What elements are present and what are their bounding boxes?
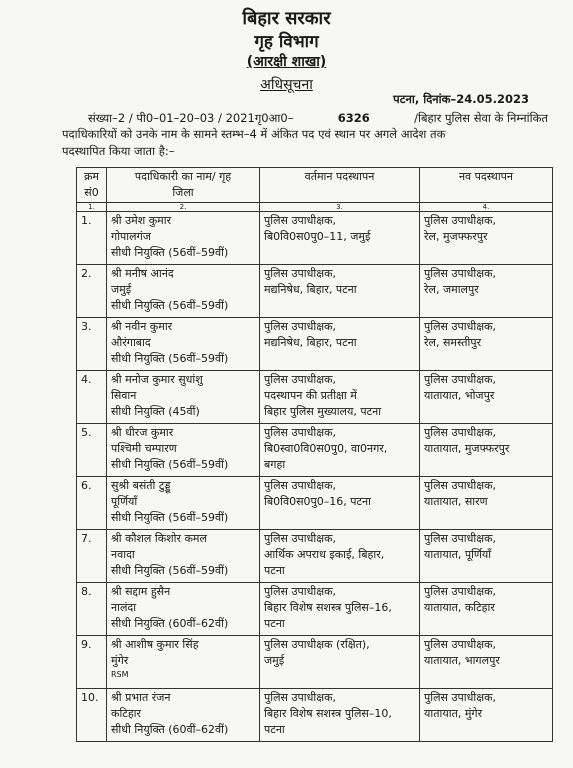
name-line: सीधी नियुक्ति (56वीं–59वीं): [111, 458, 229, 471]
new-posting-line: पुलिस उपाधीक्षक,: [424, 373, 497, 386]
serial-number: 2.: [81, 267, 92, 280]
serial-number: 6.: [81, 479, 92, 492]
new-posting-line: यातायात, भागलपुर: [424, 654, 500, 667]
current-posting-line: मद्यनिषेध, बिहार, पटना: [264, 283, 357, 296]
current-posting-cell: [260, 212, 420, 265]
current-posting-cell: [260, 424, 420, 477]
serial-number: 5.: [81, 426, 92, 439]
new-posting-cell: [420, 530, 553, 583]
table-row: [77, 689, 553, 742]
name-line: सुश्री बसंती टुड्डू: [111, 479, 171, 492]
name-line: श्री नवीन कुमार: [111, 320, 173, 333]
branch-title: (आरक्षी शाखा): [246, 54, 327, 70]
reference-number: 6326: [337, 111, 370, 125]
current-posting-line: पुलिस उपाधीक्षक,: [264, 267, 337, 280]
new-posting-line: पुलिस उपाधीक्षक,: [424, 691, 497, 704]
header-name: [107, 168, 260, 203]
name-line: सीधी नियुक्ति (56वीं–59वीं): [111, 246, 229, 259]
current-posting-cell: [260, 318, 420, 371]
new-posting-cell: [420, 636, 553, 689]
serial-cell: [77, 530, 107, 583]
current-posting-cell: [260, 583, 420, 636]
new-posting-line: रेल, मुजफ्फरपुर: [424, 230, 488, 243]
column-index: 3.: [260, 203, 420, 212]
name-line: श्री प्रभात रंजन: [111, 691, 171, 704]
serial-cell: [77, 636, 107, 689]
new-posting-line: यातायात, पूर्णियाँ: [424, 548, 492, 561]
name-line: सीधी नियुक्ति (56वीं–59वीं): [111, 564, 229, 577]
name-cell: [107, 636, 260, 689]
column-index-row: [77, 203, 553, 212]
current-posting-line: आर्थिक अपराध इकाई, बिहार,: [264, 548, 385, 561]
posting-table: [76, 167, 553, 742]
govt-title: बिहार सरकार: [242, 8, 331, 29]
current-posting-line: पुलिस उपाधीक्षक,: [264, 532, 337, 545]
new-posting-line: पुलिस उपाधीक्षक,: [424, 426, 497, 439]
name-cell: [107, 583, 260, 636]
name-cell: [107, 689, 260, 742]
current-posting-line: बि0वि0स0पु0–11, जमुई: [264, 230, 371, 243]
new-posting-line: रेल, जमालपुर: [424, 283, 479, 296]
header-name-l1: पदाधिकारी का नाम/ गृह: [134, 170, 232, 183]
new-posting-line: यातायात, मुंगेर: [424, 707, 483, 720]
name-line: सीधी नियुक्ति (56वीं–59वीं): [111, 511, 229, 524]
current-posting-cell: [260, 477, 420, 530]
serial-number: 7.: [81, 532, 92, 545]
name-cell: [107, 530, 260, 583]
new-posting-line: यातायात, कटिहार: [424, 601, 495, 614]
serial-number: 3.: [81, 320, 92, 333]
current-posting-line: बिहार पुलिस मुख्यालय, पटना: [264, 405, 382, 418]
name-line: सीधी नियुक्ति (45वीं): [111, 405, 200, 418]
current-posting-line: पुलिस उपाधीक्षक,: [264, 585, 337, 598]
current-posting-line: पुलिस उपाधीक्षक (रक्षित),: [264, 638, 370, 651]
name-line: श्री कौशल किशोर कमल: [111, 532, 207, 545]
name-line: सीधी नियुक्ति (60वीं–62वीं): [111, 617, 229, 630]
name-line: मुंगेर: [111, 654, 129, 667]
header-serial-l2: सं0: [84, 186, 99, 199]
name-cell: [107, 477, 260, 530]
new-posting-cell: [420, 212, 553, 265]
current-posting-line: बि0स्वा0वि0स0पु0, वा0नगर,: [264, 442, 388, 455]
current-posting-cell: [260, 636, 420, 689]
body-text-line-1: पदाधिकारियों को उनके नाम के सामने स्तम्भ–4 में अंकित पद एवं स्थान पर अगले आदेश तक: [62, 127, 446, 141]
notification-title: अधिसूचना: [260, 77, 313, 93]
new-posting-cell: [420, 583, 553, 636]
name-line: श्री मनीष आनंद: [111, 267, 174, 280]
new-posting-line: पुलिस उपाधीक्षक,: [424, 267, 497, 280]
name-line: कटिहार: [111, 707, 142, 720]
name-cell: [107, 371, 260, 424]
header-current-posting: वर्तमान पदस्थापन: [260, 168, 420, 203]
serial-number: 4.: [81, 373, 92, 386]
table-row: [77, 636, 553, 689]
name-line: गोपालगंज: [111, 230, 151, 243]
name-line: श्री उमेश कुमार: [111, 214, 172, 227]
current-posting-line: पटना: [264, 617, 285, 630]
table-row: [77, 530, 553, 583]
current-posting-cell: [260, 371, 420, 424]
table-row: [77, 583, 553, 636]
name-line: सीधी नियुक्ति (60वीं–62वीं): [111, 723, 229, 736]
table-row: [77, 265, 553, 318]
current-posting-line: बगहा: [264, 458, 286, 471]
body-text-line-2: पदस्थापित किया जाता है:–: [62, 144, 175, 158]
new-posting-line: पुलिस उपाधीक्षक,: [424, 214, 497, 227]
new-posting-cell: [420, 265, 553, 318]
serial-cell: [77, 265, 107, 318]
current-posting-line: बि0वि0स0पु0–16, पटना: [264, 495, 372, 508]
current-posting-line: जमुई: [264, 654, 285, 667]
serial-cell: [77, 689, 107, 742]
new-posting-line: यातायात, मुजफ्फरपुर: [424, 442, 510, 455]
header-serial-l1: क्रम: [83, 170, 100, 183]
new-posting-cell: [420, 318, 553, 371]
column-index: 2.: [107, 203, 260, 212]
table-row: [77, 212, 553, 265]
name-line: नालंदा: [111, 601, 137, 614]
name-line: औरंगाबाद: [111, 336, 151, 349]
serial-cell: [77, 212, 107, 265]
new-posting-cell: [420, 424, 553, 477]
name-line: पश्चिमी चम्पारण: [111, 442, 177, 455]
current-posting-line: पदस्थापन की प्रतीक्षा में: [264, 389, 357, 402]
current-posting-line: बिहार विशेष सशस्त्र पुलिस–10,: [264, 707, 392, 720]
current-posting-line: पुलिस उपाधीक्षक,: [264, 479, 337, 492]
current-posting-line: पुलिस उपाधीक्षक,: [264, 691, 337, 704]
name-line: सीधी नियुक्ति (56वीं–59वीं): [111, 299, 229, 312]
new-posting-cell: [420, 371, 553, 424]
new-posting-cell: [420, 477, 553, 530]
reference-line: [88, 111, 548, 126]
new-posting-line: पुलिस उपाधीक्षक,: [424, 638, 497, 651]
serial-cell: [77, 583, 107, 636]
current-posting-line: पटना: [264, 564, 285, 577]
new-posting-cell: [420, 689, 553, 742]
new-posting-line: पुलिस उपाधीक्षक,: [424, 479, 497, 492]
department-title: गृह विभाग: [254, 32, 319, 52]
current-posting-line: बिहार विशेष सशस्त्र पुलिस–16,: [264, 601, 392, 614]
serial-number: 8.: [81, 585, 92, 598]
current-posting-line: पुलिस उपाधीक्षक,: [264, 373, 337, 386]
header-new-posting: नव पदस्थापन: [420, 168, 553, 203]
serial-cell: [77, 424, 107, 477]
column-index: 1.: [77, 203, 107, 212]
table-row: [77, 318, 553, 371]
name-line: RSM: [111, 670, 129, 679]
current-posting-line: मद्यनिषेध, बिहार, पटना: [264, 336, 357, 349]
new-posting-line: पुलिस उपाधीक्षक,: [424, 320, 497, 333]
current-posting-cell: [260, 530, 420, 583]
name-line: नवादा: [111, 548, 135, 561]
current-posting-line: पुलिस उपाधीक्षक,: [264, 320, 337, 333]
column-index: 4.: [420, 203, 553, 212]
name-cell: [107, 265, 260, 318]
current-posting-line: पुलिस उपाधीक्षक,: [264, 214, 337, 227]
header-serial: [77, 168, 107, 203]
place-date: पटना, दिनांक–24.05.2023: [393, 92, 529, 106]
new-posting-line: यातायात, सारण: [424, 495, 488, 508]
table-row: [77, 371, 553, 424]
new-posting-line: पुलिस उपाधीक्षक,: [424, 585, 497, 598]
new-posting-line: रेल, समस्तीपुर: [424, 336, 482, 349]
name-line: जमुई: [111, 283, 132, 296]
table-row: [77, 424, 553, 477]
name-cell: [107, 212, 260, 265]
table-row: [77, 477, 553, 530]
serial-number: 9.: [81, 638, 92, 651]
serial-cell: [77, 477, 107, 530]
name-line: पूर्णियाँ: [111, 495, 138, 508]
new-posting-line: यातायात, भोजपुर: [424, 389, 495, 402]
header-name-l2: जिला: [172, 186, 194, 199]
current-posting-line: पटना: [264, 723, 285, 736]
name-line: श्री धीरज कुमार: [111, 426, 174, 439]
serial-cell: [77, 371, 107, 424]
current-posting-cell: [260, 689, 420, 742]
name-cell: [107, 318, 260, 371]
current-posting-line: पुलिस उपाधीक्षक,: [264, 426, 337, 439]
reference-suffix: /बिहार पुलिस सेवा के निम्नांकित: [414, 111, 548, 125]
name-line: श्री मनोज कुमार सुधांशु: [111, 373, 203, 386]
name-line: सीधी नियुक्ति (56वीं–59वीं): [111, 352, 229, 365]
reference-prefix: संख्या–2 / पी0–01–20–03 / 2021गृ0आ0–: [88, 111, 294, 125]
new-posting-line: पुलिस उपाधीक्षक,: [424, 532, 497, 545]
current-posting-cell: [260, 265, 420, 318]
name-cell: [107, 424, 260, 477]
name-line: सिवान: [111, 389, 137, 402]
name-line: श्री सद्दाम हुसैन: [111, 585, 171, 598]
serial-number: 1.: [81, 214, 92, 227]
serial-cell: [77, 318, 107, 371]
name-line: श्री आशीष कुमार सिंह: [111, 638, 199, 651]
serial-number: 10.: [81, 691, 99, 704]
table-header-row: [77, 168, 553, 203]
